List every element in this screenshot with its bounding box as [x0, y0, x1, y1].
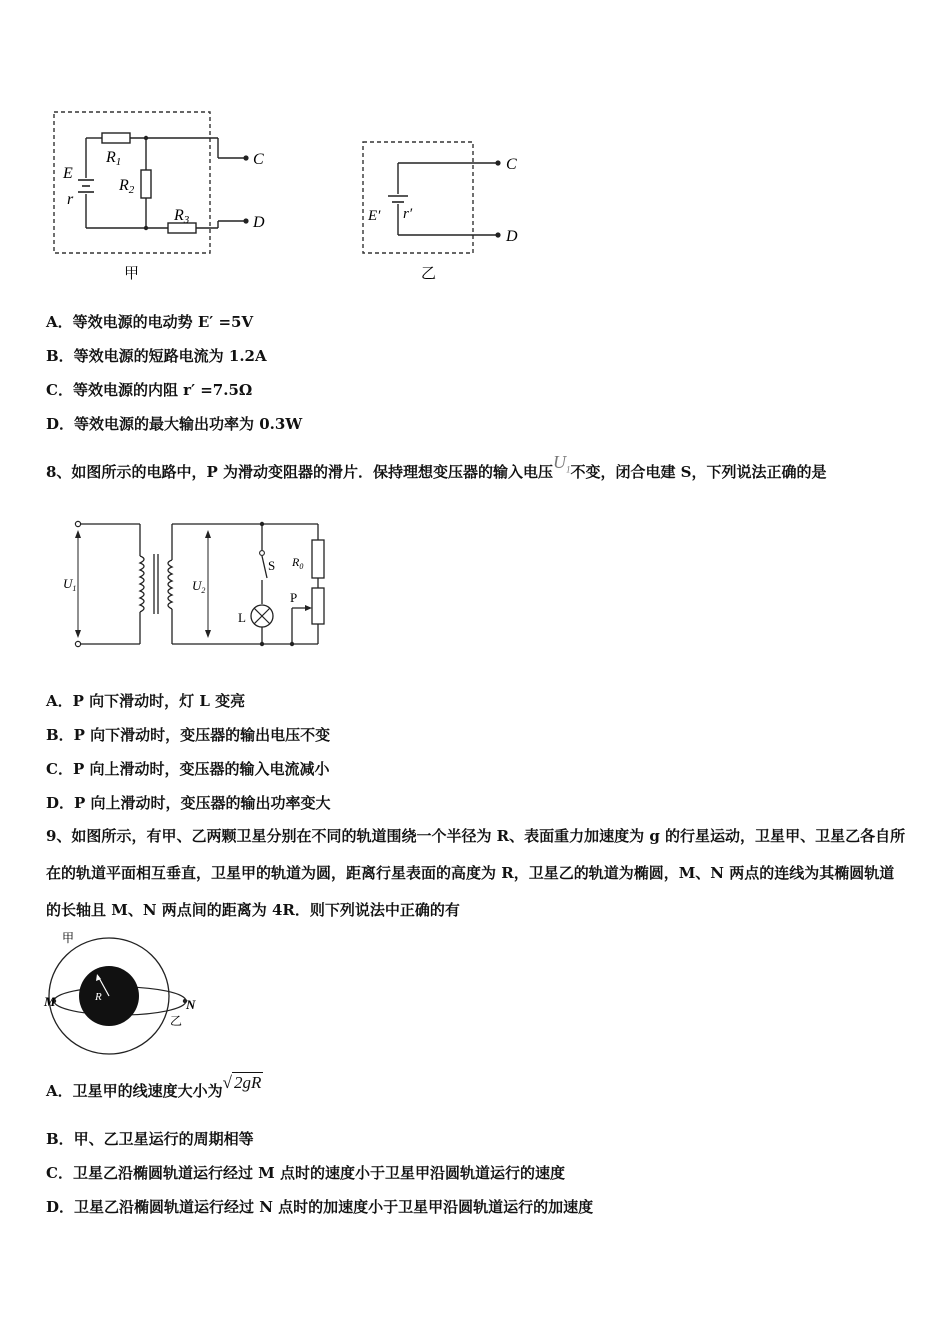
- label-yi: 乙: [170, 1014, 183, 1028]
- q7-option-c: C．等效电源的内阻 r′ =7.5Ω: [46, 381, 253, 399]
- label-r: r: [67, 191, 74, 208]
- label-M: M: [44, 994, 56, 1009]
- figure-satellite-orbits: [40, 930, 210, 1060]
- svg-text:R2: R2: [119, 177, 135, 196]
- caption-yi: 乙: [421, 264, 437, 282]
- terminal-C-yi: [495, 160, 500, 165]
- label-L: L: [238, 610, 246, 625]
- q9-option-b: B．甲、乙卫星运行的周期相等: [46, 1130, 254, 1148]
- q8-u1-symbol: $U_1$: [552, 452, 571, 475]
- svg-text:U1: $U_1$: [63, 576, 77, 593]
- label-D-yi: D: [506, 228, 518, 245]
- q8-option-c: C．P 向上滑动时，变压器的输入电流减小: [46, 760, 330, 778]
- label-R-radius: R: [95, 991, 102, 1003]
- svg-text:U2: $U_2$: [192, 578, 206, 595]
- figure-equivalent-source-circuits: [40, 100, 540, 285]
- resistor-R0: [312, 540, 324, 578]
- terminal-D-yi: [495, 232, 500, 237]
- rheostat: [312, 588, 324, 624]
- box-yi: [363, 142, 473, 253]
- primary-coil: [140, 556, 144, 612]
- resistor-R1: [102, 133, 130, 143]
- q9-stem: 9、如图所示，有甲、乙两颗卫星分别在不同的轨道围绕一个半径为 R、表面重力加速度为 g 的行星运动，卫星甲、卫星乙各自所在的轨道平面相互垂直，卫星甲的轨道为圆，距离行星表面的高度为 R，卫星乙的轨道为椭圆，M、N 两点的连线为其椭圆轨道的长轴且 M、N 两点间的距离为 4R．则下列说法中正确的有: [46, 827, 906, 919]
- label-N: N: [186, 997, 196, 1012]
- sqrt-formula: √ 2gR: [222, 1073, 262, 1092]
- label-C-jia: C: [253, 151, 264, 168]
- switch-S: [262, 556, 267, 578]
- label-E-prime: E′: [368, 208, 381, 224]
- label-E: E: [63, 165, 73, 182]
- terminal-C-jia: [243, 155, 248, 160]
- label-r-prime: r′: [403, 206, 413, 222]
- svg-text:R3: R3: [174, 207, 190, 226]
- label-D-jia: D: [253, 214, 265, 231]
- q9-option-d: D．卫星乙沿椭圆轨道运行经过 N 点时的加速度小于卫星甲沿圆轨道运行的加速度: [46, 1198, 594, 1216]
- figure-transformer-circuit: [60, 510, 350, 660]
- q7-option-a: A．等效电源的电动势 E′ =5V: [46, 313, 254, 331]
- label-P: P: [290, 590, 298, 605]
- q9-option-c: C．卫星乙沿椭圆轨道运行经过 M 点时的速度小于卫星甲沿圆轨道运行的速度: [46, 1164, 565, 1182]
- q7-option-b: B．等效电源的短路电流为 1.2A: [46, 347, 267, 365]
- q8-option-b: B．P 向下滑动时，变压器的输出电压不变: [46, 726, 331, 744]
- caption-jia: 甲: [124, 264, 140, 282]
- q8-stem-after: 不变，闭合电建 S，下列说法正确的是: [570, 463, 827, 481]
- label-S: S: [268, 558, 276, 573]
- label-jia: 甲: [62, 931, 75, 945]
- svg-text:R0: $R_0$: [292, 555, 304, 571]
- terminal-D-jia: [243, 218, 248, 223]
- q7-option-d: D．等效电源的最大输出功率为 0.3W: [46, 415, 303, 433]
- label-C-yi: C: [506, 156, 517, 173]
- resistor-R3: [168, 223, 196, 233]
- secondary-coil: [168, 560, 172, 609]
- q9-option-a: A．卫星甲的线速度大小为√ 2gR: [46, 1073, 262, 1100]
- q8-stem-before: 8、如图所示的电路中，P 为滑动变阻器的滑片．保持理想变压器的输入电压: [46, 463, 553, 481]
- q8-option-d: D．P 向上滑动时，变压器的输出功率变大: [46, 794, 331, 812]
- resistor-R2: [141, 170, 151, 198]
- svg-text:R1: R1: [106, 149, 122, 168]
- q8-option-a: A．P 向下滑动时，灯 L 变亮: [46, 692, 246, 710]
- q8-stem: [46, 452, 827, 484]
